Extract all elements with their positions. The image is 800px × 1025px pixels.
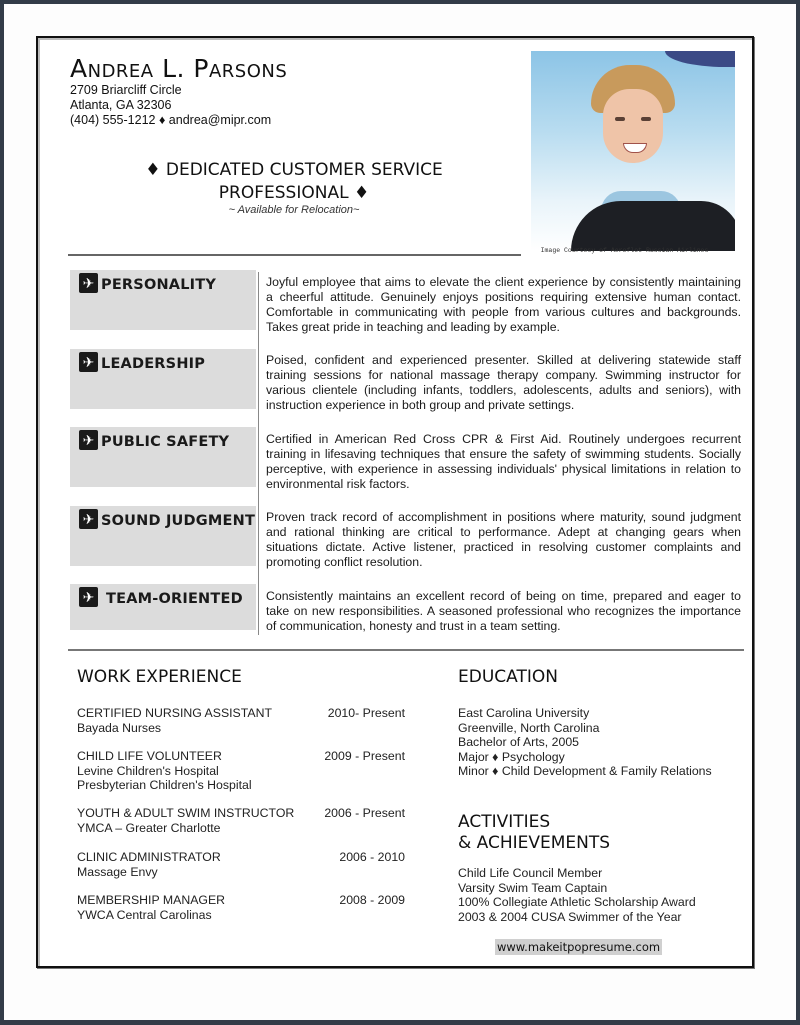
activities-list xyxy=(458,866,696,924)
skill-text-team-oriented: Consistently maintains an excellent record of being on time, prepared and eager to take on new responsibilities. A seasoned professional who recognizes the importance of communication, honesty and trust in a team setting. xyxy=(266,589,741,633)
activity-item: Child Life Council Member xyxy=(458,866,603,880)
profile-photo xyxy=(531,51,735,251)
address-line-2: Atlanta, GA 32306 xyxy=(70,98,172,112)
job-dates: 2006 - 2010 xyxy=(339,850,405,864)
job-org: Presbyterian Children's Hospital xyxy=(77,778,252,792)
skill-label-public-safety xyxy=(70,427,256,487)
education-line: Bachelor of Arts, 2005 xyxy=(458,735,579,749)
relocation-note: ~ Available for Relocation~ xyxy=(228,204,360,216)
job-entry xyxy=(77,806,405,835)
activity-item: Varsity Swim Team Captain xyxy=(458,880,608,895)
headline xyxy=(114,159,474,205)
activities-heading-line-1: ACTIVITIES xyxy=(458,812,551,832)
skill-text-sound-judgment: Proven track record of accomplishment in positions where maturity, sound judgment and rational thinking are critical to performance. Adept at changing gears when situations dictate. Active listener, practiced in resolving customer complaints and promoting conflict resolution. xyxy=(266,510,741,569)
activities-heading xyxy=(458,812,610,854)
resume-page xyxy=(4,4,796,1020)
job-dates: 2010- Present xyxy=(327,706,405,720)
education-list xyxy=(458,706,712,779)
skill-label-text: PUBLIC SAFETY xyxy=(101,434,230,450)
headline-line-2: PROFESSIONAL ♦ xyxy=(218,183,370,203)
skill-text-leadership: Poised, confident and experienced presenter. Skilled at delivering statewide staff training sessions for national massage therapy company. Swimming instructor for various clientele (including infants, toddlers, adolescents, adults and seniors), with instruction experience in both group and private settings. xyxy=(266,353,741,412)
website-link[interactable]: www.makeitpopresume.com xyxy=(497,940,661,954)
skill-label-leadership xyxy=(70,349,256,409)
education-heading: EDUCATION xyxy=(458,667,558,687)
candidate-name: Andrea L. Parsons xyxy=(70,54,288,83)
job-org: YMCA – Greater Charlotte xyxy=(77,820,221,835)
eye-graphic xyxy=(641,117,651,121)
job-title: CLINIC ADMINISTRATOR xyxy=(77,850,221,864)
skill-text-personality: Joyful employee that aims to elevate the client experience by consistently maintaining a cheerful attitude. Genuinely enjoys positions requiring extensive human contact. Comfortable in communicating with people from various cultures and backgrounds. Takes great pride in teaching and leading by example. xyxy=(266,275,741,334)
job-title: MEMBERSHIP MANAGER xyxy=(77,893,226,907)
job-dates: 2008 - 2009 xyxy=(339,893,405,907)
education-line: East Carolina University xyxy=(458,706,590,720)
section-divider xyxy=(68,649,744,651)
airplane-icon: ✈ xyxy=(79,509,98,529)
job-dates: 2009 - Present xyxy=(324,749,405,763)
education-line: Major ♦ Psychology xyxy=(458,749,565,764)
activity-item: 2003 & 2004 CUSA Swimmer of the Year xyxy=(458,909,682,924)
job-org: Levine Children's Hospital xyxy=(77,763,219,778)
skill-label-sound-judgment xyxy=(70,506,256,566)
job-entry xyxy=(77,893,405,922)
skill-label-text: SOUND JUDGMENT xyxy=(101,513,256,529)
airplane-wing-graphic xyxy=(665,51,735,67)
job-org: Massage Envy xyxy=(77,864,158,879)
activities-heading-line-2: & ACHIEVEMENTS xyxy=(458,833,611,853)
eye-graphic xyxy=(615,117,625,121)
contact-block xyxy=(70,83,271,128)
job-entry xyxy=(77,706,405,735)
skill-label-team-oriented xyxy=(70,584,256,630)
education-line: Greenville, North Carolina xyxy=(458,720,600,735)
photo-caption: Image Courtesy of Aeroflot Russian Airlines xyxy=(540,247,709,254)
headline-line-1: ♦ DEDICATED CUSTOMER SERVICE xyxy=(145,160,443,180)
skill-text-public-safety: Certified in American Red Cross CPR & First Aid. Routinely undergoes recurrent training in lifesaving techniques that ensure the safety of swimming students. Socially perceptive, with experience in assessing individuals' physical limitations in relation to environmental risk factors. xyxy=(266,432,741,491)
job-dates: 2006 - Present xyxy=(324,806,405,820)
job-title: YOUTH & ADULT SWIM INSTRUCTOR xyxy=(77,806,295,820)
skill-label-text: TEAM-ORIENTED xyxy=(106,591,243,607)
phone-email: (404) 555-1212 ♦ andrea@mipr.com xyxy=(70,113,272,127)
address-line-1: 2709 Briarcliff Circle xyxy=(70,83,182,97)
airplane-icon: ✈ xyxy=(79,352,98,372)
job-title: CERTIFIED NURSING ASSISTANT xyxy=(77,706,272,720)
job-org: Bayada Nurses xyxy=(77,720,162,735)
jacket-graphic xyxy=(571,201,735,251)
education-line: Minor ♦ Child Development & Family Relations xyxy=(458,764,712,778)
job-org: YWCA Central Carolinas xyxy=(77,907,212,922)
work-experience-heading: WORK EXPERIENCE xyxy=(77,667,242,687)
airplane-icon: ✈ xyxy=(79,587,98,607)
airplane-icon: ✈ xyxy=(79,273,98,293)
job-title: CHILD LIFE VOLUNTEER xyxy=(77,749,222,763)
airplane-icon: ✈ xyxy=(79,430,98,450)
activity-item: 100% Collegiate Athletic Scholarship Award xyxy=(458,895,696,909)
skill-label-text: PERSONALITY xyxy=(101,277,217,293)
job-entry xyxy=(77,850,405,879)
job-entry xyxy=(77,749,405,793)
skill-label-text: LEADERSHIP xyxy=(101,356,206,372)
skill-label-personality xyxy=(70,270,256,330)
skills-divider xyxy=(258,272,259,635)
header-divider xyxy=(68,254,521,256)
